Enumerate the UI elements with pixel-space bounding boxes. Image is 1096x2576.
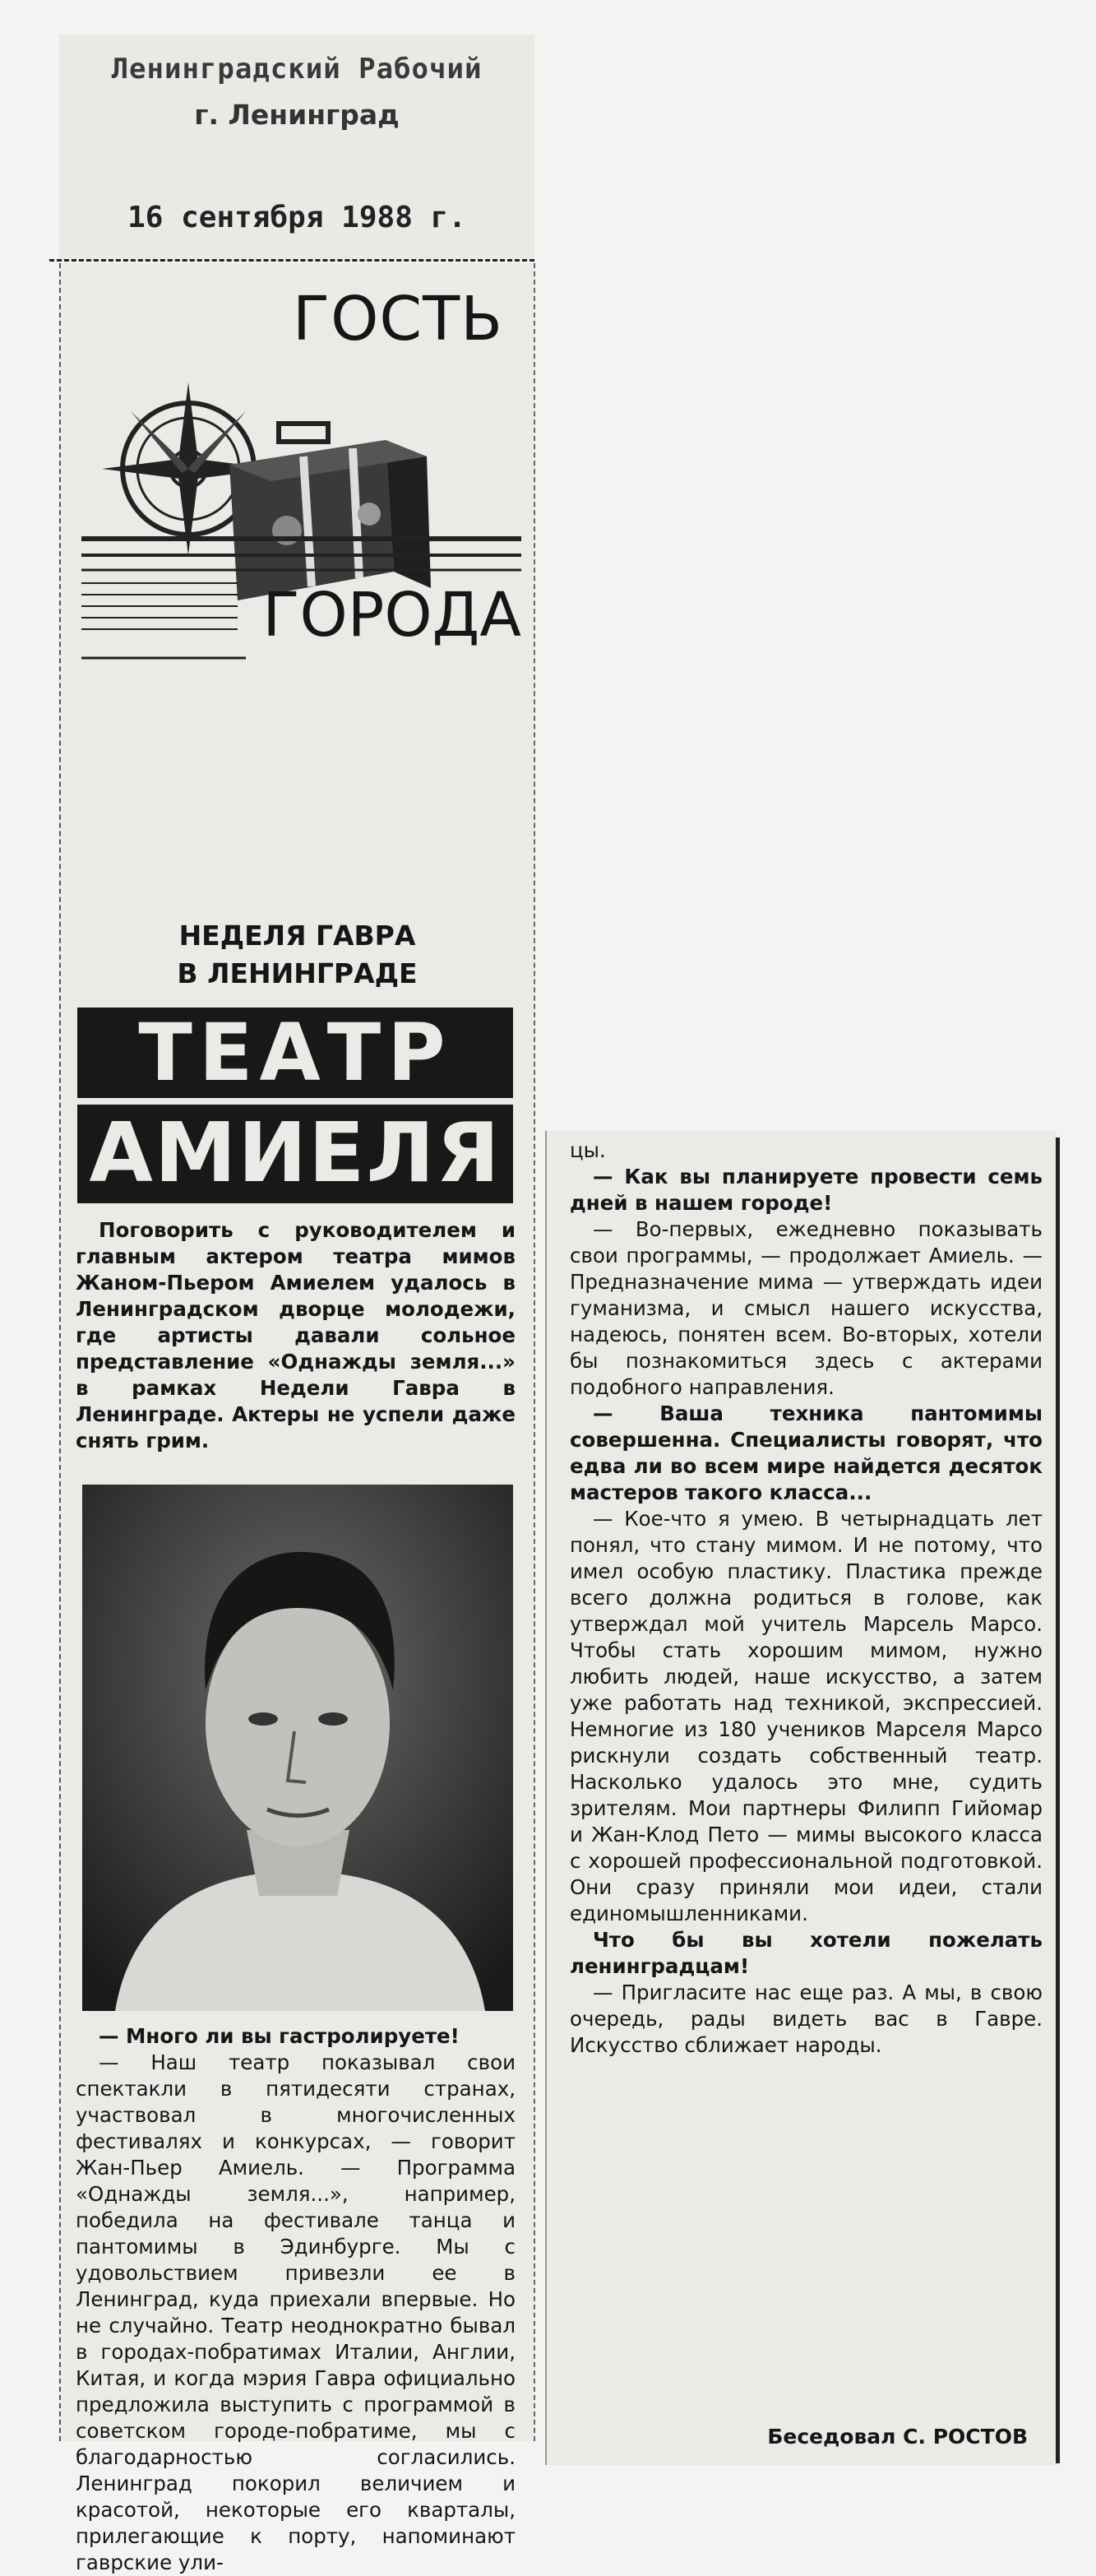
kicker [61,917,534,993]
clipping-shadow-edge [1056,1137,1060,2463]
clipping-left [59,263,535,2574]
kicker-line-2: В ЛЕНИНГРАДЕ [177,957,418,989]
question-2: — Как вы планируете провести семь дней в нашем городе! [570,1165,1043,1215]
question-1: — Много ли вы гастролируете! [99,2024,460,2048]
question-4: Что бы вы хотели пожелать ленинградцам! [570,1928,1043,1978]
answer-2: — Во-первых, ежедневно показывать свои программы, — продолжает Амиель. — Предназначение мима — утверждать идеи гуманизма, и смысл нашего искусства, надеюсь, понятен всем. Во-вторых, хотели бы познакомиться здесь с актерами подобного направления. [570,1217,1043,1399]
portrait-illustration [82,1485,513,2011]
rubric-word-guest: ГОСТЬ [292,284,503,354]
clipping-right [545,1131,1057,2465]
newspaper-stamp [59,35,534,261]
answer-4: — Пригласите нас еще раз. А мы, в свою очередь, рады видеть вас в Гавре. Искусство сближает народы. [570,1981,1043,2057]
rubric-header [81,284,521,942]
stamp-date: 16 сентября 1988 г. [127,201,466,234]
cut-line [49,259,534,262]
kicker-line-1: НЕДЕЛЯ ГАВРА [178,920,416,952]
rubric-word-city: ГОРОДА [262,580,521,651]
column-2-text [570,1137,1043,2059]
continuation: цы. [570,1138,606,1162]
portrait-photo [82,1485,513,2011]
headline-word-theatre: ТЕАТР [77,1008,513,1098]
suitcase-icon [229,424,431,600]
question-3: — Ваша техника пантомимы совершенна. Специалисты говорят, что едва ли во всем мире найдется десяток мастеров такого класса... [570,1402,1043,1504]
answer-1: — Наш театр показывал свои спектакли в пятидесяти странах, участвовал в многочисленных фестивалях и конкурсах, — говорит Жан-Пьер Амиель. — Программа «Однажды земля...», например, победила на фестивале танца и пантомимы в Эдинбурге. Мы с удовольствием привезли ее в Ленинград, куда приехали впервые. Но не случайно. Театр неоднократно бывал в городах-побратимах Италии, Англии, Китая, и когда мэрия Гавра официально предложила выступить с программой в советском городе-побратиме, мы с благодарностью согласились. Ленинград покорил величием и красотой, некоторые его кварталы, прилегающие к порту, напоминают гаврские ули- [76,2050,516,2574]
headline-word-amiel: АМИЕЛЯ [77,1105,513,1203]
headline [77,1008,513,1209]
column-1-text [76,2023,516,2576]
answer-3: — Кое-что я умею. В четырнадцать лет понял, что стану мимом. И не потому, что имел особую пластику. Пластика прежде всего должна родиться в голове, как утверждал мой учитель Марсель Марсо. Чтобы стать хорошим мимом, нужно любить людей, наше искусство, а затем уже работать над техникой, экспрессией. Немногие из 180 учеников Марселя Марсо рискнули создать собственный театр. Насколько удалось это мне, судить зрителям. Мои партнеры Филипп Гийомар и Жан-Клод Пето — мимы высокого класса с хорошей профессиональной подготовкой. Они сразу приняли мои идеи, стали единомышленниками. [570,1507,1043,1925]
byline-signature: Беседовал С. РОСТОВ [767,2425,1028,2449]
lead-paragraph: Поговорить с руководителем и главным актером театра мимов Жаном-Пьером Амиелем удалось в Ленинградском дворце молодежи, где артисты давали сольное представление «Однажды земля...» в рамках Недели Гавра в Ленинграде. Актеры не успели даже снять грим. [76,1218,516,1452]
stamp-paper-name: Ленинградский Рабочий [111,53,483,86]
stamp-city: г. Ленинград [194,99,400,131]
